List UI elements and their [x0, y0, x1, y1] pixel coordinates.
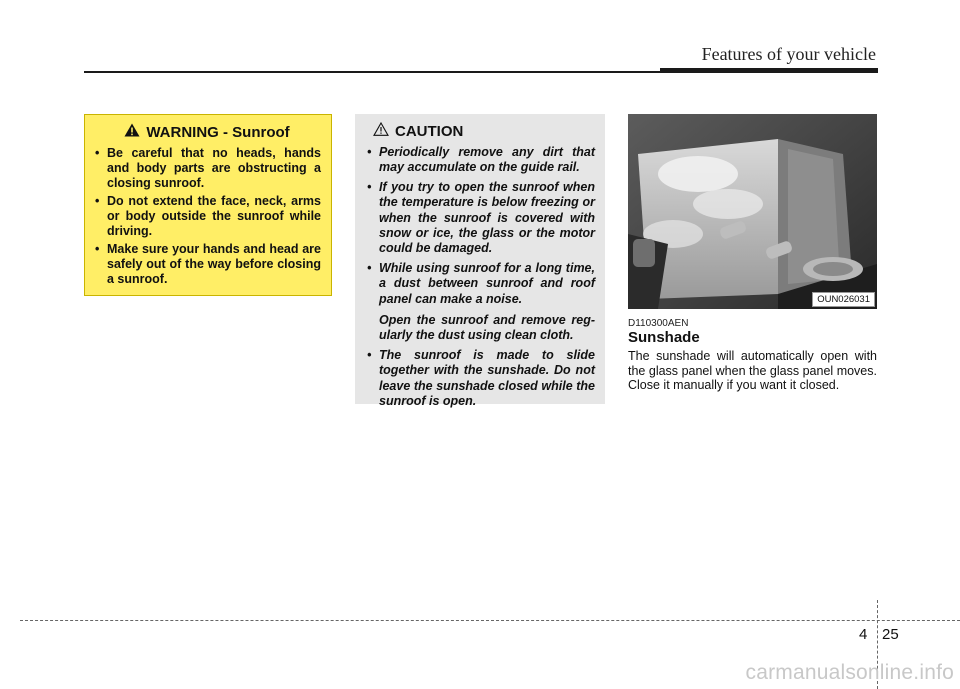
warning-heading — [93, 123, 321, 141]
caution-list — [365, 145, 595, 307]
section-body: The sunshade will automatically open with the glass panel when the glass panel moves. Close it manually if you want it closed. — [628, 349, 877, 393]
caution-heading-text: CAUTION — [395, 122, 464, 140]
caution-heading — [373, 122, 595, 140]
caution-item: • The sunroof is made to slide together with the sunshade. Do not leave the sunshade closed while the sunroof is open. — [365, 348, 595, 410]
warning-list — [93, 146, 321, 287]
warning-triangle-icon — [124, 123, 140, 141]
warning-item: • Make sure your hands and head are safely out of the way before closing a sunroof. — [93, 242, 321, 287]
caution-item: • Periodically remove any dirt that may accumulate on the guide rail. — [365, 145, 595, 176]
section-code: D110300AEN — [628, 318, 689, 329]
footer-rule — [20, 620, 960, 621]
caution-triangle-icon — [373, 122, 389, 140]
warning-box — [84, 114, 332, 296]
warning-item: • Do not extend the face, neck, arms or body outside the sunroof while driving. — [93, 194, 321, 239]
caution-box — [355, 114, 605, 409]
header-rule-accent — [660, 68, 878, 73]
chapter-number: 4 — [859, 626, 868, 643]
figure-code: OUN026031 — [812, 292, 875, 307]
warning-item: • Be careful that no heads, hands and body parts are obstructing a closing sunroof. — [93, 146, 321, 191]
sunroof-photo — [628, 114, 877, 309]
caution-item: • If you try to open the sunroof when the temperature is below freezing or when the sunroof is covered with snow or ice, the glass or the motor could be damaged. — [365, 180, 595, 257]
watermark: carmanualsonline.info — [745, 661, 954, 684]
caution-list-2 — [365, 348, 595, 410]
page-number: 25 — [882, 626, 899, 643]
section-title: Sunshade — [628, 329, 700, 346]
caution-note: Open the sunroof and remove reg-ularly the dust using clean cloth. — [379, 313, 595, 343]
sunroof-illustration — [628, 114, 877, 309]
caution-item: • While using sunroof for a long time, a dust between sunroof and roof panel can make a noise. — [365, 261, 595, 307]
warning-heading-text: WARNING - Sunroof — [146, 123, 290, 141]
header-title: Features of your vehicle — [701, 44, 876, 64]
